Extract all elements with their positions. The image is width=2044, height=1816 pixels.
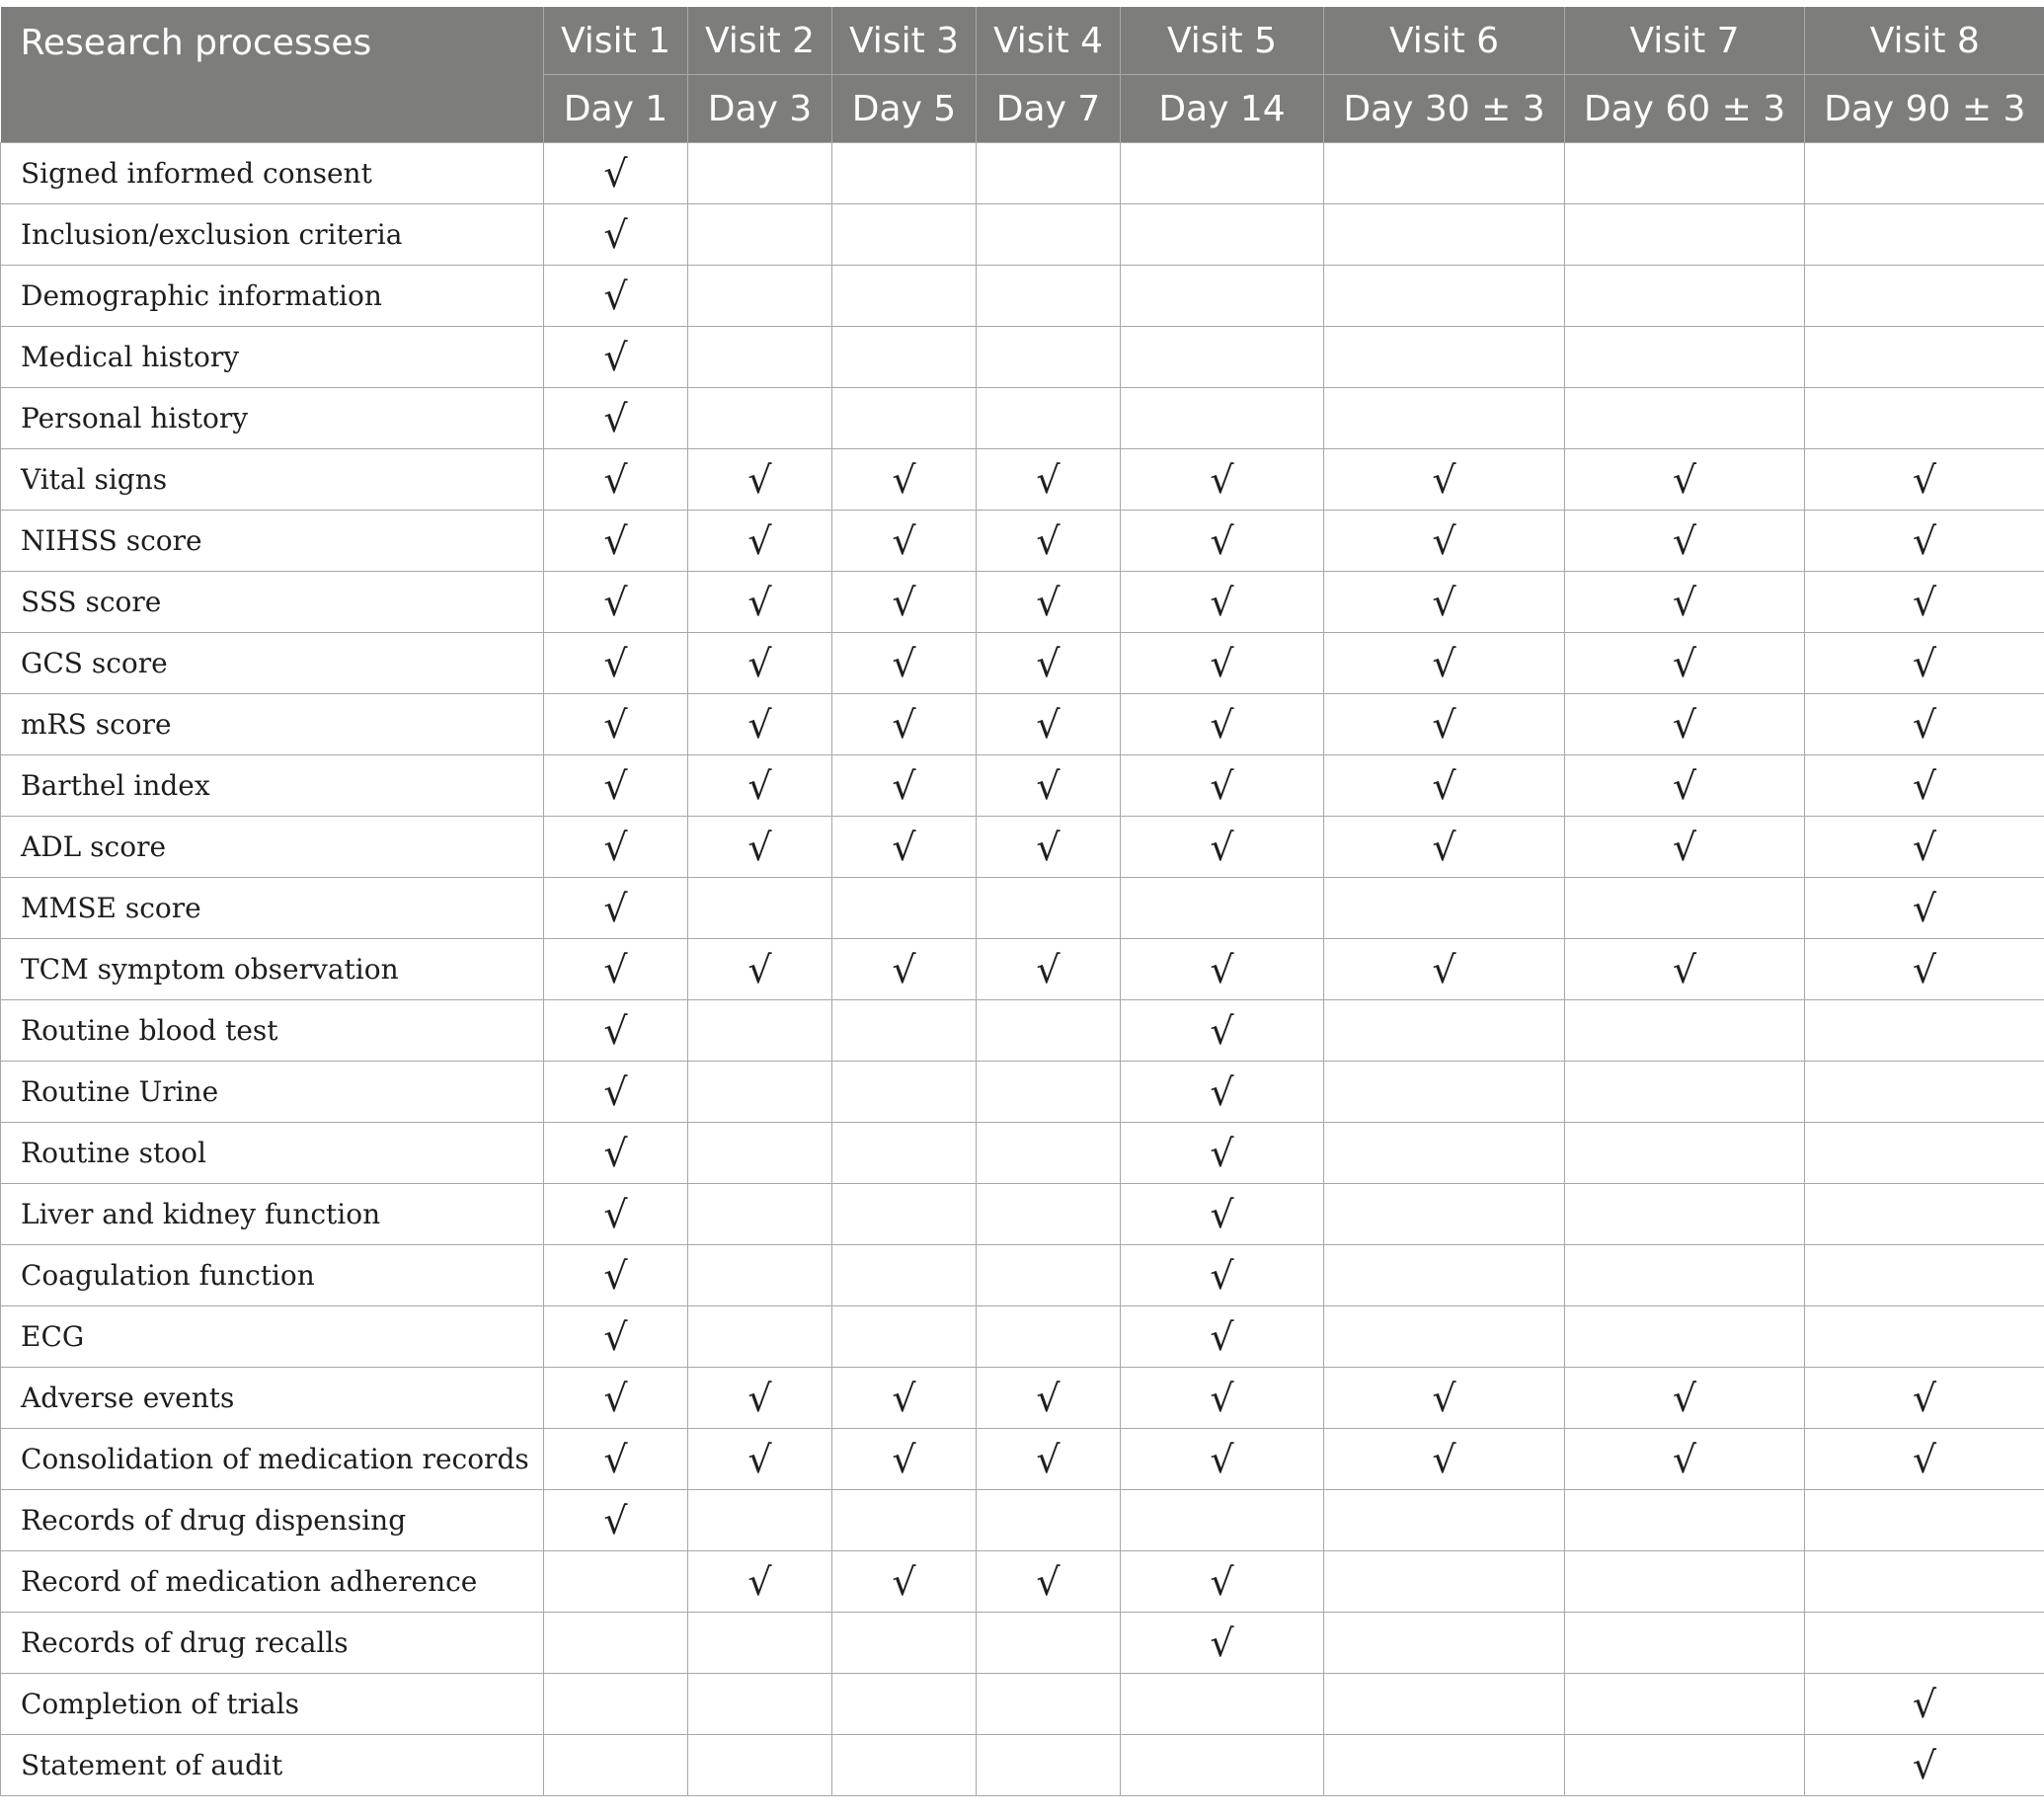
check-mark-cell: √ bbox=[688, 755, 832, 817]
check-mark-cell: √ bbox=[1805, 939, 2044, 1000]
table-row bbox=[1, 1184, 2044, 1245]
empty-cell bbox=[977, 1123, 1121, 1184]
empty-cell bbox=[1324, 1674, 1565, 1735]
empty-cell bbox=[1324, 1062, 1565, 1123]
process-label: SSS score bbox=[1, 572, 544, 633]
empty-cell bbox=[1565, 1674, 1805, 1735]
empty-cell bbox=[832, 1000, 977, 1062]
table-row bbox=[1, 1490, 2044, 1551]
process-label: Consolidation of medication records bbox=[1, 1429, 544, 1490]
check-mark-cell: √ bbox=[1324, 939, 1565, 1000]
process-label: Statement of audit bbox=[1, 1735, 544, 1796]
check-mark-cell: √ bbox=[544, 327, 688, 388]
check-mark-cell: √ bbox=[977, 694, 1121, 755]
check-mark-cell: √ bbox=[832, 817, 977, 878]
check-mark-cell: √ bbox=[1324, 449, 1565, 511]
empty-cell bbox=[1805, 1490, 2044, 1551]
empty-cell bbox=[1565, 878, 1805, 939]
check-mark-cell: √ bbox=[977, 572, 1121, 633]
process-label: Barthel index bbox=[1, 755, 544, 817]
check-mark-cell: √ bbox=[977, 633, 1121, 694]
empty-cell bbox=[1324, 1184, 1565, 1245]
empty-cell bbox=[1805, 1245, 2044, 1306]
empty-cell bbox=[1324, 1735, 1565, 1796]
check-mark-cell: √ bbox=[1121, 694, 1324, 755]
empty-cell bbox=[1565, 388, 1805, 449]
empty-cell bbox=[688, 1123, 832, 1184]
empty-cell bbox=[1324, 204, 1565, 266]
check-mark-cell: √ bbox=[688, 449, 832, 511]
empty-cell bbox=[977, 1000, 1121, 1062]
empty-cell bbox=[688, 327, 832, 388]
check-mark-cell: √ bbox=[832, 511, 977, 572]
check-mark-cell: √ bbox=[688, 939, 832, 1000]
empty-cell bbox=[1565, 1062, 1805, 1123]
empty-cell bbox=[977, 327, 1121, 388]
empty-cell bbox=[1324, 388, 1565, 449]
day-header: Day 1 bbox=[544, 75, 688, 143]
check-mark-cell: √ bbox=[977, 817, 1121, 878]
table-row bbox=[1, 1551, 2044, 1613]
empty-cell bbox=[544, 1735, 688, 1796]
check-mark-cell: √ bbox=[688, 511, 832, 572]
check-mark-cell: √ bbox=[1805, 1429, 2044, 1490]
table-row bbox=[1, 694, 2044, 755]
empty-cell bbox=[1565, 327, 1805, 388]
check-mark-cell: √ bbox=[832, 1368, 977, 1429]
check-mark-cell: √ bbox=[1805, 1735, 2044, 1796]
empty-cell bbox=[1805, 1123, 2044, 1184]
check-mark-cell: √ bbox=[1565, 939, 1805, 1000]
process-label: Routine stool bbox=[1, 1123, 544, 1184]
process-label: TCM symptom observation bbox=[1, 939, 544, 1000]
empty-cell bbox=[832, 1674, 977, 1735]
check-mark-cell: √ bbox=[544, 694, 688, 755]
check-mark-cell: √ bbox=[544, 266, 688, 327]
check-mark-cell: √ bbox=[1805, 694, 2044, 755]
table-row bbox=[1, 1368, 2044, 1429]
table-row bbox=[1, 878, 2044, 939]
check-mark-cell: √ bbox=[977, 449, 1121, 511]
process-label: Inclusion/exclusion criteria bbox=[1, 204, 544, 266]
check-mark-cell: √ bbox=[832, 1429, 977, 1490]
check-mark-cell: √ bbox=[1805, 878, 2044, 939]
check-mark-cell: √ bbox=[544, 1062, 688, 1123]
visit-header: Visit 8 bbox=[1805, 7, 2044, 75]
check-mark-cell: √ bbox=[544, 572, 688, 633]
empty-cell bbox=[1565, 1000, 1805, 1062]
empty-cell bbox=[1565, 204, 1805, 266]
check-mark-cell: √ bbox=[977, 1551, 1121, 1613]
empty-cell bbox=[832, 1306, 977, 1368]
process-label: ADL score bbox=[1, 817, 544, 878]
process-label: Routine Urine bbox=[1, 1062, 544, 1123]
check-mark-cell: √ bbox=[544, 1123, 688, 1184]
check-mark-cell: √ bbox=[977, 939, 1121, 1000]
check-mark-cell: √ bbox=[832, 755, 977, 817]
empty-cell bbox=[977, 1184, 1121, 1245]
empty-cell bbox=[832, 1490, 977, 1551]
empty-cell bbox=[977, 388, 1121, 449]
empty-cell bbox=[977, 266, 1121, 327]
table-row bbox=[1, 204, 2044, 266]
empty-cell bbox=[688, 266, 832, 327]
empty-cell bbox=[832, 388, 977, 449]
check-mark-cell: √ bbox=[832, 449, 977, 511]
empty-cell bbox=[832, 1184, 977, 1245]
check-mark-cell: √ bbox=[1121, 755, 1324, 817]
check-mark-cell: √ bbox=[688, 1368, 832, 1429]
process-label: Vital signs bbox=[1, 449, 544, 511]
research-schedule-table bbox=[0, 7, 2044, 1796]
empty-cell bbox=[1121, 1674, 1324, 1735]
check-mark-cell: √ bbox=[544, 204, 688, 266]
empty-cell bbox=[688, 1000, 832, 1062]
table-row bbox=[1, 1062, 2044, 1123]
empty-cell bbox=[688, 388, 832, 449]
empty-cell bbox=[977, 878, 1121, 939]
check-mark-cell: √ bbox=[544, 1000, 688, 1062]
visit-header: Visit 7 bbox=[1565, 7, 1805, 75]
check-mark-cell: √ bbox=[1121, 939, 1324, 1000]
empty-cell bbox=[1805, 1184, 2044, 1245]
check-mark-cell: √ bbox=[688, 1551, 832, 1613]
check-mark-cell: √ bbox=[832, 633, 977, 694]
check-mark-cell: √ bbox=[544, 388, 688, 449]
process-label: Liver and kidney function bbox=[1, 1184, 544, 1245]
empty-cell bbox=[1324, 1000, 1565, 1062]
empty-cell bbox=[544, 1551, 688, 1613]
empty-cell bbox=[1565, 143, 1805, 204]
visit-header: Visit 5 bbox=[1121, 7, 1324, 75]
check-mark-cell: √ bbox=[1324, 1368, 1565, 1429]
check-mark-cell: √ bbox=[544, 1368, 688, 1429]
check-mark-cell: √ bbox=[544, 449, 688, 511]
empty-cell bbox=[688, 1062, 832, 1123]
check-mark-cell: √ bbox=[977, 1429, 1121, 1490]
table-row bbox=[1, 1306, 2044, 1368]
empty-cell bbox=[1121, 388, 1324, 449]
empty-cell bbox=[832, 1062, 977, 1123]
empty-cell bbox=[977, 1306, 1121, 1368]
check-mark-cell: √ bbox=[544, 1429, 688, 1490]
table-row bbox=[1, 266, 2044, 327]
empty-cell bbox=[1565, 1306, 1805, 1368]
day-header: Day 60 ± 3 bbox=[1565, 75, 1805, 143]
table-row bbox=[1, 1613, 2044, 1674]
table-body bbox=[1, 143, 2044, 1796]
empty-cell bbox=[688, 1490, 832, 1551]
process-label: Demographic information bbox=[1, 266, 544, 327]
empty-cell bbox=[1324, 1245, 1565, 1306]
check-mark-cell: √ bbox=[688, 572, 832, 633]
table-row bbox=[1, 1735, 2044, 1796]
check-mark-cell: √ bbox=[1121, 511, 1324, 572]
empty-cell bbox=[1324, 143, 1565, 204]
visit-header: Visit 6 bbox=[1324, 7, 1565, 75]
empty-cell bbox=[1565, 1490, 1805, 1551]
process-label: MMSE score bbox=[1, 878, 544, 939]
check-mark-cell: √ bbox=[1565, 511, 1805, 572]
check-mark-cell: √ bbox=[1565, 1368, 1805, 1429]
day-header: Day 7 bbox=[977, 75, 1121, 143]
check-mark-cell: √ bbox=[688, 817, 832, 878]
empty-cell bbox=[977, 204, 1121, 266]
day-header: Day 3 bbox=[688, 75, 832, 143]
check-mark-cell: √ bbox=[544, 817, 688, 878]
check-mark-cell: √ bbox=[1121, 1184, 1324, 1245]
empty-cell bbox=[1565, 1184, 1805, 1245]
empty-cell bbox=[832, 266, 977, 327]
check-mark-cell: √ bbox=[1565, 755, 1805, 817]
empty-cell bbox=[832, 1123, 977, 1184]
visit-header: Visit 4 bbox=[977, 7, 1121, 75]
check-mark-cell: √ bbox=[1805, 755, 2044, 817]
empty-cell bbox=[688, 1674, 832, 1735]
empty-cell bbox=[1121, 1735, 1324, 1796]
check-mark-cell: √ bbox=[1324, 694, 1565, 755]
check-mark-cell: √ bbox=[1121, 1613, 1324, 1674]
check-mark-cell: √ bbox=[1565, 449, 1805, 511]
check-mark-cell: √ bbox=[1565, 633, 1805, 694]
check-mark-cell: √ bbox=[544, 1306, 688, 1368]
empty-cell bbox=[1805, 266, 2044, 327]
empty-cell bbox=[1565, 266, 1805, 327]
empty-cell bbox=[832, 1613, 977, 1674]
empty-cell bbox=[1324, 878, 1565, 939]
empty-cell bbox=[1565, 1735, 1805, 1796]
empty-cell bbox=[1805, 143, 2044, 204]
check-mark-cell: √ bbox=[1324, 1429, 1565, 1490]
empty-cell bbox=[688, 1735, 832, 1796]
check-mark-cell: √ bbox=[1121, 1551, 1324, 1613]
empty-cell bbox=[1324, 1123, 1565, 1184]
empty-cell bbox=[1805, 1613, 2044, 1674]
check-mark-cell: √ bbox=[1324, 817, 1565, 878]
empty-cell bbox=[1805, 1062, 2044, 1123]
day-header: Day 14 bbox=[1121, 75, 1324, 143]
check-mark-cell: √ bbox=[544, 1184, 688, 1245]
check-mark-cell: √ bbox=[1121, 1306, 1324, 1368]
empty-cell bbox=[1324, 1490, 1565, 1551]
check-mark-cell: √ bbox=[1805, 817, 2044, 878]
research-processes-header: Research processes bbox=[1, 7, 544, 143]
check-mark-cell: √ bbox=[832, 1551, 977, 1613]
empty-cell bbox=[1324, 327, 1565, 388]
process-label: NIHSS score bbox=[1, 511, 544, 572]
table-row bbox=[1, 449, 2044, 511]
empty-cell bbox=[1805, 204, 2044, 266]
empty-cell bbox=[1805, 327, 2044, 388]
day-header: Day 90 ± 3 bbox=[1805, 75, 2044, 143]
empty-cell bbox=[1565, 1613, 1805, 1674]
day-header: Day 30 ± 3 bbox=[1324, 75, 1565, 143]
check-mark-cell: √ bbox=[1565, 817, 1805, 878]
empty-cell bbox=[1805, 1551, 2044, 1613]
empty-cell bbox=[1565, 1551, 1805, 1613]
check-mark-cell: √ bbox=[977, 511, 1121, 572]
table-row bbox=[1, 143, 2044, 204]
empty-cell bbox=[1805, 388, 2044, 449]
check-mark-cell: √ bbox=[832, 694, 977, 755]
check-mark-cell: √ bbox=[1121, 1245, 1324, 1306]
table-row bbox=[1, 327, 2044, 388]
check-mark-cell: √ bbox=[688, 694, 832, 755]
empty-cell bbox=[977, 1674, 1121, 1735]
check-mark-cell: √ bbox=[544, 878, 688, 939]
empty-cell bbox=[688, 878, 832, 939]
table-row bbox=[1, 1123, 2044, 1184]
process-label: Signed informed consent bbox=[1, 143, 544, 204]
check-mark-cell: √ bbox=[832, 939, 977, 1000]
empty-cell bbox=[832, 878, 977, 939]
check-mark-cell: √ bbox=[1805, 511, 2044, 572]
check-mark-cell: √ bbox=[1121, 633, 1324, 694]
empty-cell bbox=[977, 143, 1121, 204]
day-header: Day 5 bbox=[832, 75, 977, 143]
empty-cell bbox=[1565, 1245, 1805, 1306]
empty-cell bbox=[1805, 1000, 2044, 1062]
empty-cell bbox=[1121, 204, 1324, 266]
table-row bbox=[1, 633, 2044, 694]
empty-cell bbox=[977, 1062, 1121, 1123]
check-mark-cell: √ bbox=[688, 633, 832, 694]
empty-cell bbox=[1121, 266, 1324, 327]
check-mark-cell: √ bbox=[544, 939, 688, 1000]
visit-header: Visit 2 bbox=[688, 7, 832, 75]
process-label: ECG bbox=[1, 1306, 544, 1368]
empty-cell bbox=[832, 1245, 977, 1306]
check-mark-cell: √ bbox=[1805, 633, 2044, 694]
check-mark-cell: √ bbox=[977, 1368, 1121, 1429]
process-label: Medical history bbox=[1, 327, 544, 388]
empty-cell bbox=[688, 1613, 832, 1674]
empty-cell bbox=[1324, 1306, 1565, 1368]
table-row bbox=[1, 572, 2044, 633]
empty-cell bbox=[977, 1613, 1121, 1674]
check-mark-cell: √ bbox=[1805, 449, 2044, 511]
check-mark-cell: √ bbox=[1121, 1062, 1324, 1123]
empty-cell bbox=[832, 327, 977, 388]
process-label: Records of drug dispensing bbox=[1, 1490, 544, 1551]
empty-cell bbox=[1324, 1551, 1565, 1613]
process-label: Coagulation function bbox=[1, 1245, 544, 1306]
empty-cell bbox=[688, 1184, 832, 1245]
empty-cell bbox=[1324, 1613, 1565, 1674]
empty-cell bbox=[688, 204, 832, 266]
empty-cell bbox=[1121, 1490, 1324, 1551]
check-mark-cell: √ bbox=[1565, 694, 1805, 755]
table-row bbox=[1, 939, 2044, 1000]
check-mark-cell: √ bbox=[1121, 449, 1324, 511]
check-mark-cell: √ bbox=[1324, 633, 1565, 694]
empty-cell bbox=[1121, 143, 1324, 204]
process-label: Record of medication adherence bbox=[1, 1551, 544, 1613]
process-label: Adverse events bbox=[1, 1368, 544, 1429]
table-row bbox=[1, 511, 2044, 572]
process-label: Records of drug recalls bbox=[1, 1613, 544, 1674]
check-mark-cell: √ bbox=[1805, 1368, 2044, 1429]
table-row bbox=[1, 1245, 2044, 1306]
check-mark-cell: √ bbox=[1121, 817, 1324, 878]
table-row bbox=[1, 388, 2044, 449]
visit-header: Visit 3 bbox=[832, 7, 977, 75]
process-label: Completion of trials bbox=[1, 1674, 544, 1735]
check-mark-cell: √ bbox=[1565, 572, 1805, 633]
empty-cell bbox=[1805, 1306, 2044, 1368]
process-label: GCS score bbox=[1, 633, 544, 694]
empty-cell bbox=[832, 1735, 977, 1796]
empty-cell bbox=[1565, 1123, 1805, 1184]
table-row bbox=[1, 1429, 2044, 1490]
check-mark-cell: √ bbox=[832, 572, 977, 633]
process-label: mRS score bbox=[1, 694, 544, 755]
empty-cell bbox=[977, 1735, 1121, 1796]
check-mark-cell: √ bbox=[977, 755, 1121, 817]
table-row bbox=[1, 1674, 2044, 1735]
empty-cell bbox=[544, 1613, 688, 1674]
check-mark-cell: √ bbox=[1121, 1368, 1324, 1429]
table-row bbox=[1, 755, 2044, 817]
check-mark-cell: √ bbox=[544, 1245, 688, 1306]
table-row bbox=[1, 1000, 2044, 1062]
empty-cell bbox=[1324, 266, 1565, 327]
visit-header: Visit 1 bbox=[544, 7, 688, 75]
check-mark-cell: √ bbox=[544, 511, 688, 572]
process-label: Personal history bbox=[1, 388, 544, 449]
empty-cell bbox=[688, 1245, 832, 1306]
check-mark-cell: √ bbox=[544, 1490, 688, 1551]
check-mark-cell: √ bbox=[1121, 1123, 1324, 1184]
check-mark-cell: √ bbox=[1121, 1000, 1324, 1062]
empty-cell bbox=[832, 204, 977, 266]
check-mark-cell: √ bbox=[1805, 1674, 2044, 1735]
visit-header-row bbox=[1, 7, 2044, 75]
process-label: Routine blood test bbox=[1, 1000, 544, 1062]
empty-cell bbox=[1121, 878, 1324, 939]
check-mark-cell: √ bbox=[544, 143, 688, 204]
check-mark-cell: √ bbox=[544, 755, 688, 817]
check-mark-cell: √ bbox=[688, 1429, 832, 1490]
check-mark-cell: √ bbox=[1565, 1429, 1805, 1490]
check-mark-cell: √ bbox=[1121, 572, 1324, 633]
check-mark-cell: √ bbox=[1805, 572, 2044, 633]
empty-cell bbox=[832, 143, 977, 204]
empty-cell bbox=[688, 1306, 832, 1368]
empty-cell bbox=[544, 1674, 688, 1735]
empty-cell bbox=[977, 1245, 1121, 1306]
empty-cell bbox=[688, 143, 832, 204]
check-mark-cell: √ bbox=[1324, 755, 1565, 817]
empty-cell bbox=[1121, 327, 1324, 388]
empty-cell bbox=[977, 1490, 1121, 1551]
check-mark-cell: √ bbox=[1121, 1429, 1324, 1490]
check-mark-cell: √ bbox=[544, 633, 688, 694]
table-header bbox=[1, 7, 2044, 143]
check-mark-cell: √ bbox=[1324, 511, 1565, 572]
check-mark-cell: √ bbox=[1324, 572, 1565, 633]
table-row bbox=[1, 817, 2044, 878]
